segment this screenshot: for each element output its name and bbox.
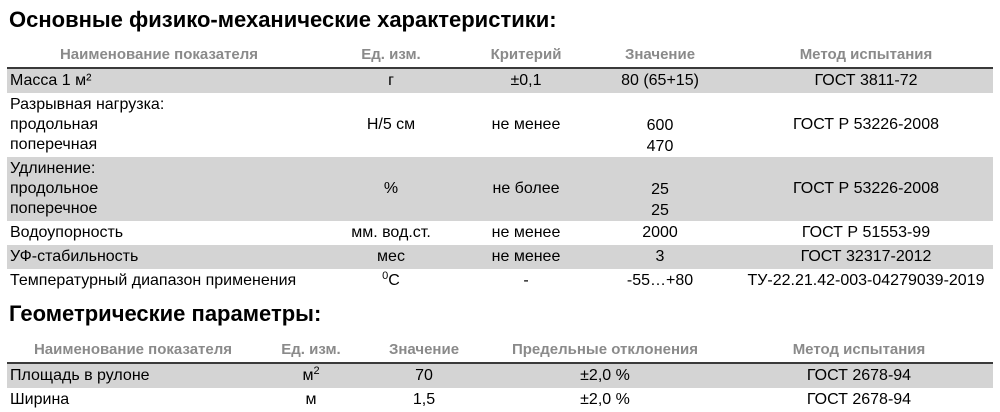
- cell-criterion: не более: [471, 157, 581, 221]
- header-name: Наименование показателя: [7, 338, 259, 363]
- cell-name: Температурный диапазон применения: [10, 272, 297, 289]
- physical-mechanical-table: [7, 43, 993, 293]
- cell-name: [7, 93, 311, 157]
- cell-unit: мес: [311, 245, 471, 269]
- value-line: 470: [646, 138, 674, 155]
- table-row-width: [7, 388, 993, 412]
- table-row-temperature-range: [7, 269, 993, 293]
- table-row-mass: [7, 68, 993, 93]
- unit-text: С: [388, 271, 400, 289]
- section-title-geometric: Геометрические параметры:: [9, 301, 322, 326]
- cell-method: ГОСТ 2678-94: [725, 363, 993, 388]
- value-line: 25: [651, 181, 669, 198]
- name-line: Разрывная нагрузка:: [10, 96, 165, 113]
- cell-criterion: ±0,1: [471, 68, 581, 93]
- header-deviation: Предельные отклонения: [485, 338, 725, 363]
- cell-method: ГОСТ Р 53226-2008: [739, 157, 993, 221]
- name-line: Удлинение:: [10, 160, 96, 177]
- header-criterion: Критерий: [471, 43, 581, 68]
- cell-unit: Н/5 см: [366, 116, 416, 133]
- cell-unit: мм. вод.ст.: [351, 224, 431, 241]
- name-line: продольное: [10, 180, 99, 197]
- cell-unit: %: [311, 157, 471, 221]
- cell-criterion: не менее: [491, 224, 561, 241]
- header-value: Значение: [363, 338, 485, 363]
- table-row-roll-area: [7, 363, 993, 388]
- table-header-row: [7, 338, 993, 363]
- cell-criterion: не менее: [491, 116, 561, 133]
- cell-method: ГОСТ 3811-72: [739, 68, 993, 93]
- cell-name: УФ-стабильность: [7, 245, 311, 269]
- cell-value: 2000: [642, 224, 678, 241]
- cell-method: ГОСТ 32317-2012: [739, 245, 993, 269]
- value-line: 25: [651, 202, 669, 219]
- cell-name: [7, 157, 311, 221]
- cell-name: Ширина: [10, 391, 70, 408]
- table-row-elongation: [7, 157, 993, 221]
- table-row-water-resistance: [7, 221, 993, 245]
- header-unit: Ед. изм.: [259, 338, 363, 363]
- unit-text: м: [302, 366, 314, 384]
- cell-method: ГОСТ Р 53226-2008: [793, 116, 939, 133]
- unit-superscript: 0: [382, 269, 389, 282]
- cell-method: ТУ-22.21.42-003-04279039-2019: [747, 272, 985, 289]
- cell-criterion: не менее: [471, 245, 581, 269]
- header-name: Наименование показателя: [7, 43, 311, 68]
- cell-deviation: ±2,0 %: [485, 363, 725, 388]
- name-line: поперечное: [10, 200, 98, 217]
- name-line: поперечная: [10, 136, 98, 153]
- header-value: Значение: [581, 43, 739, 68]
- cell-value: [581, 157, 739, 221]
- cell-deviation: ±2,0 %: [580, 391, 630, 408]
- section-title-physical-mechanical: Основные физико-механические характеристики:: [9, 7, 557, 32]
- cell-unit: [311, 269, 471, 293]
- value-line: [585, 158, 735, 179]
- header-unit: Ед. изм.: [311, 43, 471, 68]
- cell-value: 70: [363, 363, 485, 388]
- value-line: 600: [646, 117, 674, 134]
- table-row-uv-stability: [7, 245, 993, 269]
- table-header-row: [7, 43, 993, 68]
- cell-method: ГОСТ Р 51553-99: [801, 224, 931, 241]
- cell-name: Водоупорность: [10, 224, 124, 241]
- table-row-tensile: [7, 93, 993, 157]
- cell-value: 3: [581, 245, 739, 269]
- cell-value: [581, 93, 739, 157]
- cell-unit: г: [311, 68, 471, 93]
- cell-value: 1,5: [412, 391, 436, 408]
- unit-superscript: 2: [313, 364, 320, 377]
- cell-value: 80 (65+15): [581, 68, 739, 93]
- cell-unit: [259, 363, 363, 388]
- name-line: продольная: [10, 116, 99, 133]
- cell-value: -55…+80: [626, 272, 694, 289]
- cell-method: ГОСТ 2678-94: [806, 391, 912, 408]
- header-method: Метод испытания: [725, 338, 993, 363]
- cell-unit: м: [305, 391, 317, 408]
- value-line: [585, 94, 735, 115]
- geometric-parameters-table: [7, 338, 993, 412]
- cell-name: Площадь в рулоне: [7, 363, 259, 388]
- cell-name: Масса 1 м²: [7, 68, 311, 93]
- cell-criterion: -: [523, 272, 529, 289]
- header-method: Метод испытания: [739, 43, 993, 68]
